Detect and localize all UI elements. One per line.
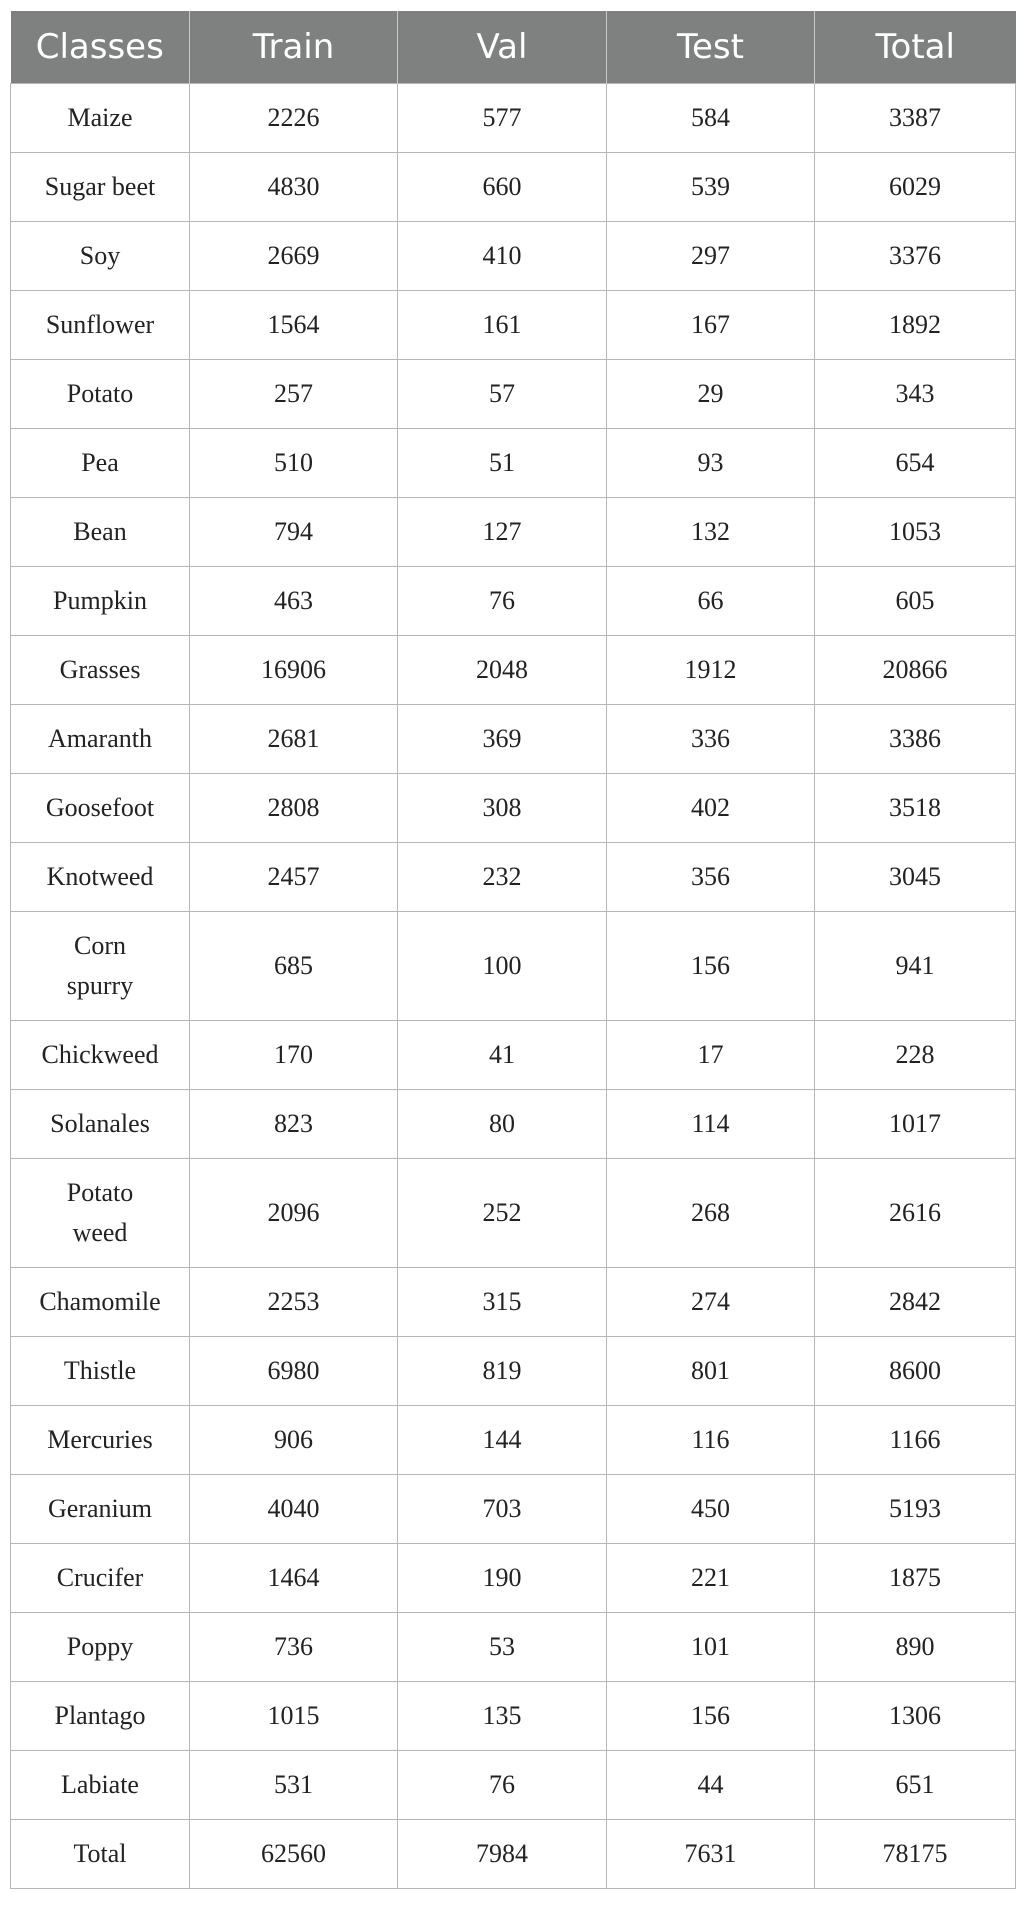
table-row <box>11 84 1016 153</box>
cell-total: 8600 <box>815 1337 1016 1406</box>
cell-test: 1912 <box>607 636 815 705</box>
cell-class: Solanales <box>11 1090 190 1159</box>
cell-test: 66 <box>607 567 815 636</box>
cell-val: 819 <box>398 1337 607 1406</box>
cell-val: 703 <box>398 1475 607 1544</box>
cell-train: 794 <box>190 498 398 567</box>
cell-test: 114 <box>607 1090 815 1159</box>
cell-train: 2226 <box>190 84 398 153</box>
cell-class: Pea <box>11 429 190 498</box>
table-row <box>11 153 1016 222</box>
cell-train: 685 <box>190 912 398 1021</box>
cell-total: 1017 <box>815 1090 1016 1159</box>
cell-total: 3386 <box>815 705 1016 774</box>
cell-train: 2669 <box>190 222 398 291</box>
cell-train: 4040 <box>190 1475 398 1544</box>
cell-train: 257 <box>190 360 398 429</box>
table-row <box>11 1544 1016 1613</box>
cell-train: 2457 <box>190 843 398 912</box>
cell-val: 51 <box>398 429 607 498</box>
table-body <box>11 84 1016 1889</box>
cell-val: 252 <box>398 1159 607 1268</box>
cell-train: 531 <box>190 1751 398 1820</box>
cell-test: 356 <box>607 843 815 912</box>
table-row <box>11 1159 1016 1268</box>
cell-train: 2681 <box>190 705 398 774</box>
cell-val: 369 <box>398 705 607 774</box>
cell-total: 3387 <box>815 84 1016 153</box>
cell-class: Amaranth <box>11 705 190 774</box>
cell-test: 132 <box>607 498 815 567</box>
cell-test: 221 <box>607 1544 815 1613</box>
cell-val: 135 <box>398 1682 607 1751</box>
cell-total: 6029 <box>815 153 1016 222</box>
cell-class: Plantago <box>11 1682 190 1751</box>
cell-total: 1875 <box>815 1544 1016 1613</box>
cell-val: 2048 <box>398 636 607 705</box>
cell-val: 577 <box>398 84 607 153</box>
cell-class: Knotweed <box>11 843 190 912</box>
cell-train: 1015 <box>190 1682 398 1751</box>
cell-train: 2253 <box>190 1268 398 1337</box>
cell-class: Crucifer <box>11 1544 190 1613</box>
cell-train: 906 <box>190 1406 398 1475</box>
cell-test: 801 <box>607 1337 815 1406</box>
cell-total: 20866 <box>815 636 1016 705</box>
cell-class: Maize <box>11 84 190 153</box>
header-row <box>11 11 1016 84</box>
table-row <box>11 843 1016 912</box>
cell-val: 315 <box>398 1268 607 1337</box>
cell-train: 62560 <box>190 1820 398 1889</box>
table-row <box>11 912 1016 1021</box>
cell-train: 463 <box>190 567 398 636</box>
cell-total: 651 <box>815 1751 1016 1820</box>
cell-test: 17 <box>607 1021 815 1090</box>
cell-total: 1306 <box>815 1682 1016 1751</box>
cell-total: 941 <box>815 912 1016 1021</box>
cell-val: 161 <box>398 291 607 360</box>
cell-total: 2616 <box>815 1159 1016 1268</box>
cell-total: 5193 <box>815 1475 1016 1544</box>
cell-test: 268 <box>607 1159 815 1268</box>
table-row <box>11 1268 1016 1337</box>
cell-class: Sunflower <box>11 291 190 360</box>
dataset-split-table <box>10 11 1016 1889</box>
cell-class: Thistle <box>11 1337 190 1406</box>
cell-test: 156 <box>607 912 815 1021</box>
cell-test: 450 <box>607 1475 815 1544</box>
table-row <box>11 1751 1016 1820</box>
header-train: Train <box>190 11 398 84</box>
cell-test: 29 <box>607 360 815 429</box>
cell-test: 167 <box>607 291 815 360</box>
cell-test: 7631 <box>607 1820 815 1889</box>
cell-train: 510 <box>190 429 398 498</box>
cell-test: 156 <box>607 1682 815 1751</box>
cell-class: Bean <box>11 498 190 567</box>
header-classes: Classes <box>11 11 190 84</box>
cell-test: 44 <box>607 1751 815 1820</box>
cell-total: 890 <box>815 1613 1016 1682</box>
cell-total: 1166 <box>815 1406 1016 1475</box>
table-row <box>11 1337 1016 1406</box>
cell-val: 660 <box>398 153 607 222</box>
cell-class: Poppy <box>11 1613 190 1682</box>
cell-train: 736 <box>190 1613 398 1682</box>
cell-test: 297 <box>607 222 815 291</box>
cell-val: 7984 <box>398 1820 607 1889</box>
cell-train: 1564 <box>190 291 398 360</box>
cell-class: Mercuries <box>11 1406 190 1475</box>
cell-class: Chamomile <box>11 1268 190 1337</box>
cell-class: Corn spurry <box>11 912 190 1021</box>
table-row <box>11 774 1016 843</box>
cell-val: 53 <box>398 1613 607 1682</box>
table-row <box>11 1613 1016 1682</box>
cell-train: 1464 <box>190 1544 398 1613</box>
cell-test: 539 <box>607 153 815 222</box>
cell-test: 116 <box>607 1406 815 1475</box>
cell-total: 1053 <box>815 498 1016 567</box>
cell-val: 410 <box>398 222 607 291</box>
header-val: Val <box>398 11 607 84</box>
cell-train: 16906 <box>190 636 398 705</box>
table-row <box>11 222 1016 291</box>
table-row <box>11 1090 1016 1159</box>
cell-train: 4830 <box>190 153 398 222</box>
cell-test: 101 <box>607 1613 815 1682</box>
cell-class: Grasses <box>11 636 190 705</box>
cell-test: 402 <box>607 774 815 843</box>
header-test: Test <box>607 11 815 84</box>
cell-val: 76 <box>398 1751 607 1820</box>
cell-class: Soy <box>11 222 190 291</box>
cell-class: Geranium <box>11 1475 190 1544</box>
cell-test: 93 <box>607 429 815 498</box>
table-row <box>11 1682 1016 1751</box>
cell-train: 2808 <box>190 774 398 843</box>
table-row <box>11 636 1016 705</box>
cell-val: 190 <box>398 1544 607 1613</box>
table-row <box>11 291 1016 360</box>
cell-class: Potato <box>11 360 190 429</box>
cell-val: 144 <box>398 1406 607 1475</box>
cell-val: 80 <box>398 1090 607 1159</box>
cell-test: 274 <box>607 1268 815 1337</box>
table-row <box>11 1475 1016 1544</box>
cell-val: 76 <box>398 567 607 636</box>
cell-class: Labiate <box>11 1751 190 1820</box>
cell-train: 170 <box>190 1021 398 1090</box>
cell-test: 584 <box>607 84 815 153</box>
cell-total: 343 <box>815 360 1016 429</box>
cell-val: 57 <box>398 360 607 429</box>
cell-val: 100 <box>398 912 607 1021</box>
header-total: Total <box>815 11 1016 84</box>
cell-total: 1892 <box>815 291 1016 360</box>
cell-total: 78175 <box>815 1820 1016 1889</box>
table-row <box>11 1820 1016 1889</box>
cell-val: 127 <box>398 498 607 567</box>
table-row <box>11 567 1016 636</box>
cell-total: 605 <box>815 567 1016 636</box>
cell-train: 6980 <box>190 1337 398 1406</box>
cell-total: 2842 <box>815 1268 1016 1337</box>
cell-class: Chickweed <box>11 1021 190 1090</box>
cell-train: 823 <box>190 1090 398 1159</box>
cell-class: Pumpkin <box>11 567 190 636</box>
cell-val: 308 <box>398 774 607 843</box>
dataset-split-table-container <box>10 11 1015 1889</box>
cell-total: 654 <box>815 429 1016 498</box>
cell-total: 3045 <box>815 843 1016 912</box>
cell-class: Total <box>11 1820 190 1889</box>
table-row <box>11 705 1016 774</box>
cell-val: 232 <box>398 843 607 912</box>
cell-class: Potato weed <box>11 1159 190 1268</box>
table-row <box>11 360 1016 429</box>
cell-total: 228 <box>815 1021 1016 1090</box>
table-row <box>11 1406 1016 1475</box>
cell-total: 3518 <box>815 774 1016 843</box>
cell-val: 41 <box>398 1021 607 1090</box>
table-row <box>11 498 1016 567</box>
cell-train: 2096 <box>190 1159 398 1268</box>
cell-class: Goosefoot <box>11 774 190 843</box>
table-row <box>11 429 1016 498</box>
table-row <box>11 1021 1016 1090</box>
table-header <box>11 11 1016 84</box>
cell-class: Sugar beet <box>11 153 190 222</box>
cell-test: 336 <box>607 705 815 774</box>
cell-total: 3376 <box>815 222 1016 291</box>
